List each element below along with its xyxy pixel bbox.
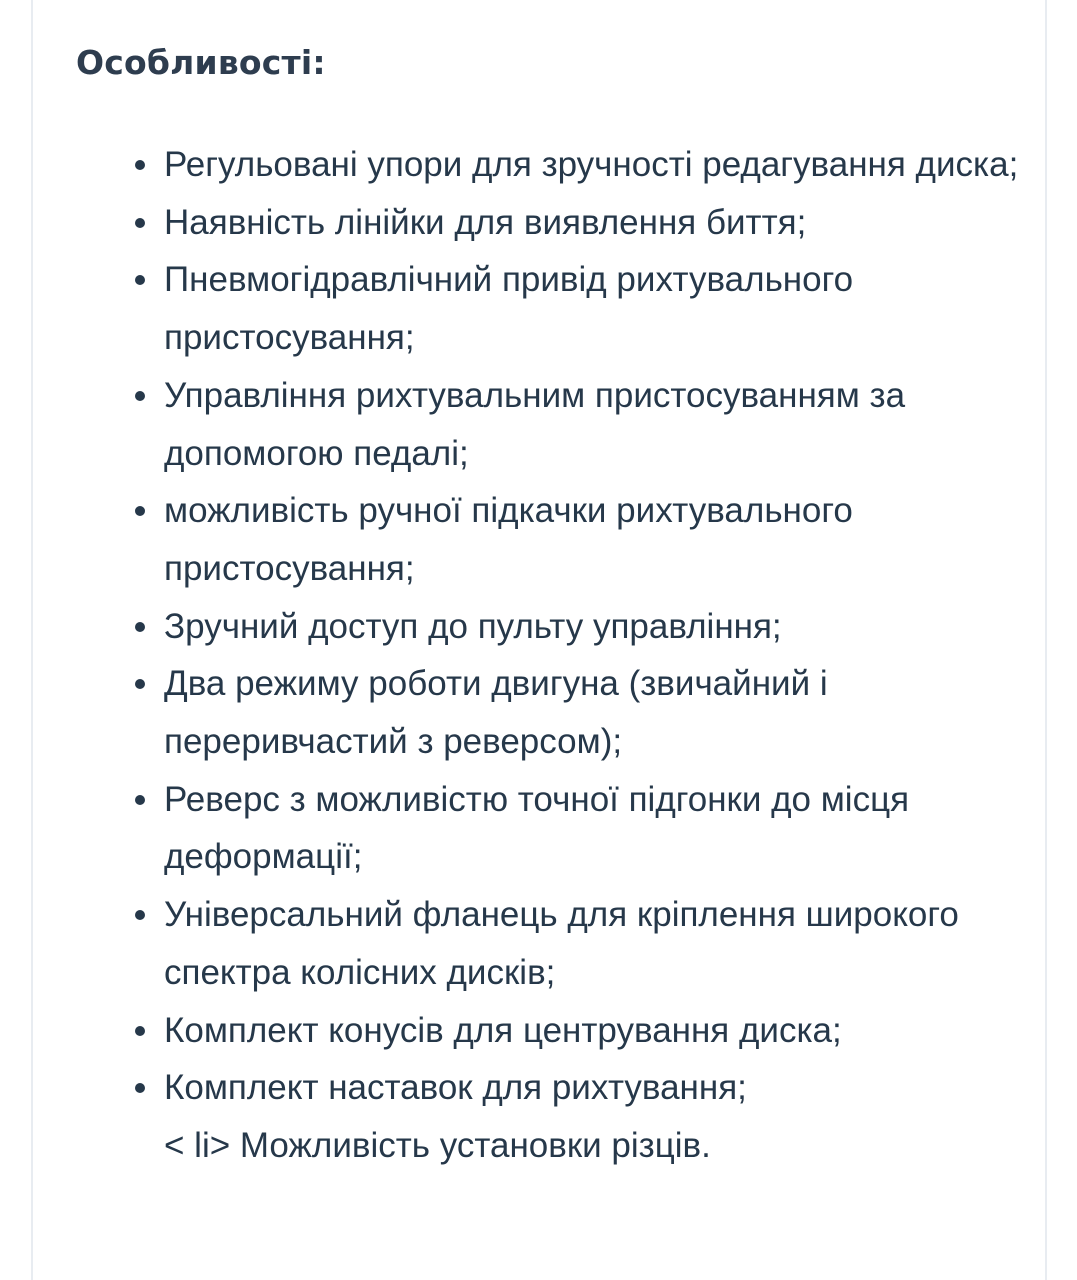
feature-item: Комплект конусів для центрування диска; — [164, 1002, 1024, 1060]
features-list — [164, 136, 1024, 1175]
trailing-text: < li> Можливість установки різців. — [164, 1125, 711, 1165]
feature-item: Комплект наставок для рихтування; — [164, 1059, 1024, 1117]
feature-item: Управління рихтувальним пристосуванням за допомогою педалі; — [164, 367, 1024, 482]
feature-item: Реверс з можливістю точної підгонки до місця деформації; — [164, 771, 1024, 886]
feature-item: можливість ручної підкачки рихтувального пристосування; — [164, 482, 1024, 597]
feature-item: Зручний доступ до пульту управління; — [164, 598, 1024, 656]
feature-item: Регульовані упори для зручності редагування диска; — [164, 136, 1024, 194]
feature-item: Наявність лінійки для виявлення биття; — [164, 194, 1024, 252]
section-heading: Особливості: — [76, 43, 326, 82]
feature-item: Два режиму роботи двигуна (звичайний і переривчастий з реверсом); — [164, 655, 1024, 770]
feature-item: Пневмогідравлічний привід рихтувального пристосування; — [164, 251, 1024, 366]
feature-item: Універсальний фланець для кріплення широкого спектра колісних дисків; — [164, 886, 1024, 1001]
